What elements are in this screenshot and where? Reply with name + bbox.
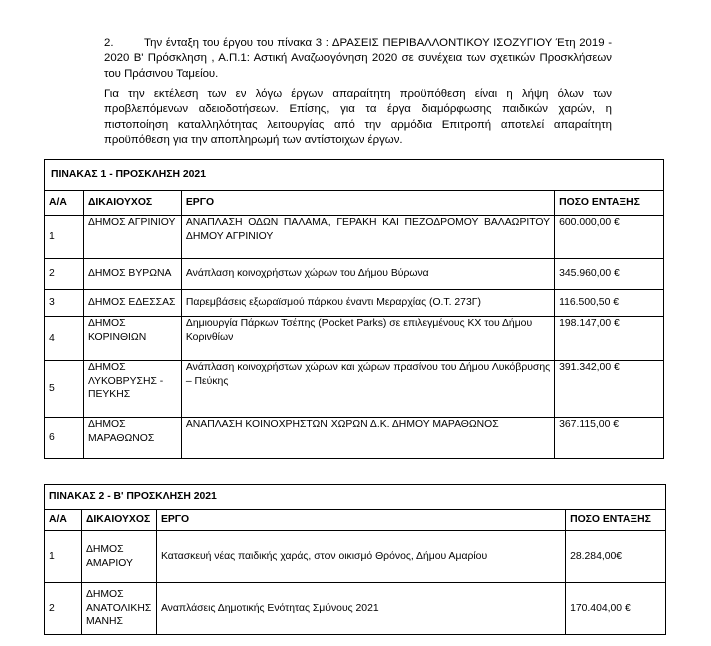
row-beneficiary: ΔΗΜΟΣ ΑΓΡΙΝΙΟΥ bbox=[83, 216, 181, 259]
table-1-header-aa: Α/Α bbox=[45, 191, 84, 216]
row-beneficiary: ΔΗΜΟΣ ΑΜΑΡΙΟΥ bbox=[81, 531, 156, 583]
table-1-header-amount: ΠΟΣΟ ΕΝΤΑΞΗΣ bbox=[555, 191, 664, 216]
row-number: 3 bbox=[45, 290, 84, 317]
row-number: 1 bbox=[45, 531, 82, 583]
intro-paragraph-1-number: 2. bbox=[104, 37, 114, 49]
row-project: ΑΝΑΠΛΑΣΗ ΚΟΙΝΟΧΡΗΣΤΩΝ ΧΩΡΩΝ Δ.Κ. ΔΗΜΟΥ ΜΑΡΑΘΩΝΟΣ bbox=[181, 418, 554, 459]
row-beneficiary: ΔΗΜΟΣ ΕΔΕΣΣΑΣ bbox=[83, 290, 181, 317]
table-2-header-beneficiary: ΔΙΚΑΙΟΥΧΟΣ bbox=[81, 510, 156, 531]
row-beneficiary: ΔΗΜΟΣ ΑΝΑΤΟΛΙΚΗΣ ΜΑΝΗΣ bbox=[81, 583, 156, 635]
row-beneficiary: ΔΗΜΟΣ ΒΥΡΩΝΑ bbox=[83, 259, 181, 290]
row-project: Αναπλάσεις Δημοτικής Ενότητας Σμύνους 2021 bbox=[156, 583, 565, 635]
row-number: 1 bbox=[45, 216, 84, 259]
table-row bbox=[45, 531, 666, 583]
table-2-header-aa: Α/Α bbox=[45, 510, 82, 531]
table-row bbox=[45, 583, 666, 635]
row-amount: 367.115,00 € bbox=[555, 418, 664, 459]
row-project: Κατασκευή νέας παιδικής χαράς, στον οικισμό Θρόνος, Δήμου Αμαρίου bbox=[156, 531, 565, 583]
row-number: 6 bbox=[45, 418, 84, 459]
row-project: Παρεμβάσεις εξωραϊσμού πάρκου έναντι Μεραρχίας (Ο.Τ. 273Γ) bbox=[181, 290, 554, 317]
row-number: 2 bbox=[45, 583, 82, 635]
row-number: 5 bbox=[45, 361, 84, 418]
row-project: Ανάπλαση κοινοχρήστων χώρων του Δήμου Βύρωνα bbox=[181, 259, 554, 290]
table-1-header-project: ΕΡΓΟ bbox=[181, 191, 554, 216]
table-2-header-row bbox=[45, 510, 666, 531]
intro-paragraph-1-text: Την ένταξη του έργου του πίνακα 3 : ΔΡΑΣΕΙΣ ΠΕΡΙΒΑΛΛΟΝΤΙΚΟΥ ΙΣΟΖΥΓΙΟΥ Έτη 2019 - 2020 Β' Πρόσκληση , Α.Π.1: Αστική Αναζωογόνηση 2020 σε συνέχεια των σχετικών Προσκλήσεων του Πράσινου Ταμείου. bbox=[104, 37, 612, 80]
table-2-caption: ΠΙΝΑΚΑΣ 2 - Β' ΠΡΟΣΚΛΗΣΗ 2021 bbox=[45, 485, 666, 510]
row-amount: 345.960,00 € bbox=[555, 259, 664, 290]
table-1 bbox=[44, 159, 664, 459]
row-beneficiary: ΔΗΜΟΣ ΚΟΡΙΝΘΙΩΝ bbox=[83, 317, 181, 361]
table-2-caption-row bbox=[45, 485, 666, 510]
row-amount: 28.284,00€ bbox=[566, 531, 666, 583]
table-row bbox=[45, 361, 664, 418]
intro-paragraph-2: Για την εκτέλεση των εν λόγω έργων απαραίτητη προϋπόθεση είναι η λήψη όλων των προβλεπόμενων αδειοδοτήσεων. Επίσης, για τα έργα διαμόρφωσης παιδικών χαρών, η πιστοποίηση καταλληλότητας λειτουργίας από την αρμόδια Επιτροπή αποτελεί απαραίτητη προϋπόθεση για την αποπληρωμή των αντίστοιχων έργων. bbox=[104, 88, 612, 146]
table-row bbox=[45, 418, 664, 459]
row-project: Δημιουργία Πάρκων Τσέπης (Pocket Parks) σε επιλεγμένους ΚΧ του Δήμου Κορινθίων bbox=[181, 317, 554, 361]
row-amount: 600.000,00 € bbox=[555, 216, 664, 259]
table-2-header-project: ΕΡΓΟ bbox=[156, 510, 565, 531]
table-1-header-row bbox=[45, 191, 664, 216]
row-beneficiary: ΔΗΜΟΣ ΜΑΡΑΘΩΝΟΣ bbox=[83, 418, 181, 459]
row-number: 2 bbox=[45, 259, 84, 290]
row-amount: 198.147,00 € bbox=[555, 317, 664, 361]
table-2-header-amount: ΠΟΣΟ ΕΝΤΑΞΗΣ bbox=[566, 510, 666, 531]
row-amount: 170.404,00 € bbox=[566, 583, 666, 635]
intro-paragraph-1 bbox=[104, 36, 612, 82]
table-row bbox=[45, 216, 664, 259]
row-project: ΑΝΑΠΛΑΣΗ ΟΔΩΝ ΠΑΛΑΜΑ, ΓΕΡΑΚΗ ΚΑΙ ΠΕΖΟΔΡΟΜΟΥ ΒΑΛΑΩΡΙΤΟΥ ΔΗΜΟΥ ΑΓΡΙΝΙΟΥ bbox=[181, 216, 554, 259]
table-1-header-beneficiary: ΔΙΚΑΙΟΥΧΟΣ bbox=[83, 191, 181, 216]
table-row bbox=[45, 259, 664, 290]
row-number: 4 bbox=[45, 317, 84, 361]
table-row bbox=[45, 290, 664, 317]
table-1-caption: ΠΙΝΑΚΑΣ 1 - ΠΡΟΣΚΛΗΣΗ 2021 bbox=[45, 160, 664, 191]
table-row bbox=[45, 317, 664, 361]
row-project: Ανάπλαση κοινοχρήστων χώρων και χώρων πρασίνου του Δήμου Λυκόβρυσης – Πεύκης bbox=[181, 361, 554, 418]
row-amount: 391.342,00 € bbox=[555, 361, 664, 418]
row-beneficiary: ΔΗΜΟΣ ΛΥΚΟΒΡΥΣΗΣ - ΠΕΥΚΗΣ bbox=[83, 361, 181, 418]
table-1-caption-row bbox=[45, 160, 664, 191]
row-amount: 116.500,50 € bbox=[555, 290, 664, 317]
table-2 bbox=[44, 484, 666, 635]
